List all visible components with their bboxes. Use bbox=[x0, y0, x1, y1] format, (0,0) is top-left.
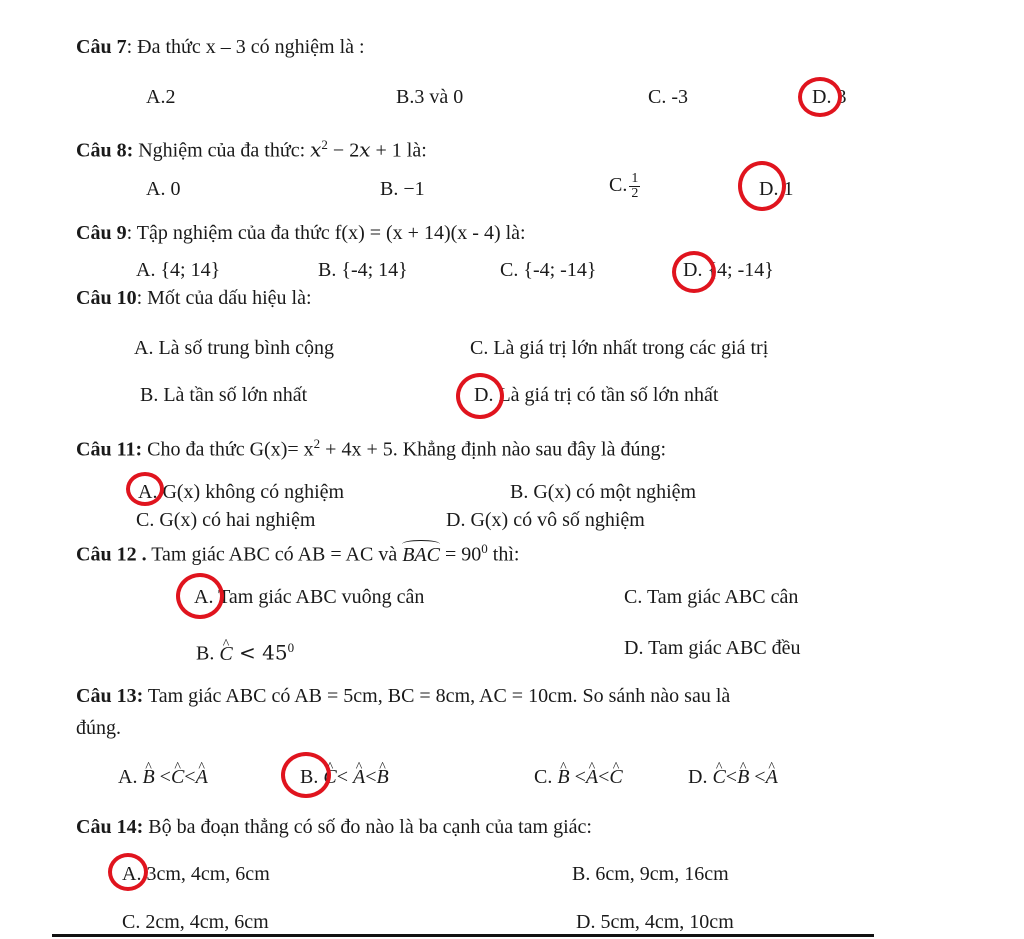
page-bottom-rule bbox=[52, 934, 874, 937]
question-7-label: Câu 7 bbox=[76, 36, 127, 58]
q12-option-d: D. Tam giác ABC đều bbox=[624, 637, 801, 659]
q7-option-d: D. 3 bbox=[812, 86, 847, 108]
question-13-stem: Câu 13: Tam giác ABC có AB = 5cm, BC = 8cm, AC = 10cm. So sánh nào sau là bbox=[76, 685, 731, 707]
q11-option-b: B. G(x) có một nghiệm bbox=[510, 481, 697, 503]
question-14-stem: Câu 14: Bộ ba đoạn thẳng có số đo nào là ba cạnh của tam giác: bbox=[76, 816, 592, 838]
fraction-one-half: $\frac{1}{2}$ bbox=[631, 171, 639, 201]
question-11-label: Câu 11: bbox=[76, 438, 143, 461]
q9-option-b: B. {-4; 14} bbox=[318, 259, 408, 281]
q10-option-b: B. Là tần số lớn nhất bbox=[140, 384, 308, 406]
question-8-label: Câu 8: bbox=[76, 139, 134, 162]
q8-option-a: A. 0 bbox=[146, 178, 181, 200]
question-7-stem: Câu 7: Đa thức x – 3 có nghiệm là : bbox=[76, 36, 365, 58]
q11-option-d: D. G(x) có vô số nghiệm bbox=[446, 509, 645, 531]
q8-option-c: C. $\frac{1}{2}$ bbox=[609, 171, 639, 201]
question-12-label: Câu 12 . bbox=[76, 543, 147, 566]
q14-option-d: D. 5cm, 4cm, 10cm bbox=[576, 911, 734, 933]
q10-option-c: C. Là giá trị lớn nhất trong các giá trị bbox=[470, 337, 769, 359]
q8-option-d: D. 1 bbox=[759, 178, 794, 200]
q13-option-a: A. ^ B <^ C<^ A bbox=[118, 765, 208, 789]
q8-option-b: B. −1 bbox=[380, 178, 425, 200]
question-8-stem: Câu 8: Nghiệm của đa thức: $x^2 - 2x + 1$ là: bbox=[76, 137, 427, 162]
q13-option-c: C. ^ B <^ A<^ C bbox=[534, 765, 623, 789]
q10-option-d: D. Là giá trị có tần số lớn nhất bbox=[474, 384, 719, 406]
q9-option-c: C. {-4; -14} bbox=[500, 259, 597, 281]
q7-option-b: B.3 và 0 bbox=[396, 86, 464, 108]
q9-option-d: D. {4; -14} bbox=[683, 259, 774, 281]
question-10-label: Câu 10 bbox=[76, 287, 137, 309]
q14-option-c: C. 2cm, 4cm, 6cm bbox=[122, 911, 269, 933]
q11-option-a: A. G(x) không có nghiệm bbox=[138, 481, 345, 503]
q14-option-b: B. 6cm, 9cm, 16cm bbox=[572, 863, 729, 885]
q9-option-a: A. {4; 14} bbox=[136, 259, 221, 281]
q12-option-c: C. Tam giác ABC cân bbox=[624, 586, 799, 608]
q11-option-c: C. G(x) có hai nghiệm bbox=[136, 509, 316, 531]
question-9-stem: Câu 9: Tập nghiệm của đa thức f(x) = (x + 14)(x - 4) là: bbox=[76, 222, 526, 244]
question-14-label: Câu 14: bbox=[76, 816, 144, 838]
q14-option-a: A. 3cm, 4cm, 6cm bbox=[122, 863, 270, 885]
q7-option-c: C. -3 bbox=[648, 86, 688, 108]
angle-bac: BAC bbox=[402, 543, 440, 566]
q10-option-a: A. Là số trung bình cộng bbox=[134, 337, 334, 359]
q13-option-b: B. ^ C< ^ A<^ B bbox=[300, 765, 389, 789]
q7-option-a: A.2 bbox=[146, 86, 176, 108]
question-10-stem: Câu 10: Mốt của dấu hiệu là: bbox=[76, 287, 312, 309]
question-11-stem: Câu 11: Cho đa thức $G(x)= x^2 + 4x + 5$. Khẳng định nào sau đây là đúng: bbox=[76, 436, 667, 461]
question-9-label: Câu 9 bbox=[76, 222, 127, 244]
q13-option-d: D. ^ C<^ B <^ A bbox=[688, 765, 778, 789]
q12-option-a: A. Tam giác ABC vuông cân bbox=[194, 586, 425, 608]
q12-option-b: B. ^ $C < 45^0$ bbox=[196, 636, 294, 666]
question-13-stem-line2: đúng. bbox=[76, 717, 121, 739]
question-12-stem: Câu 12 . Tam giác ABC có AB = AC và BAC = $90^0$ thì: bbox=[76, 541, 520, 566]
question-13-label: Câu 13: bbox=[76, 685, 144, 707]
